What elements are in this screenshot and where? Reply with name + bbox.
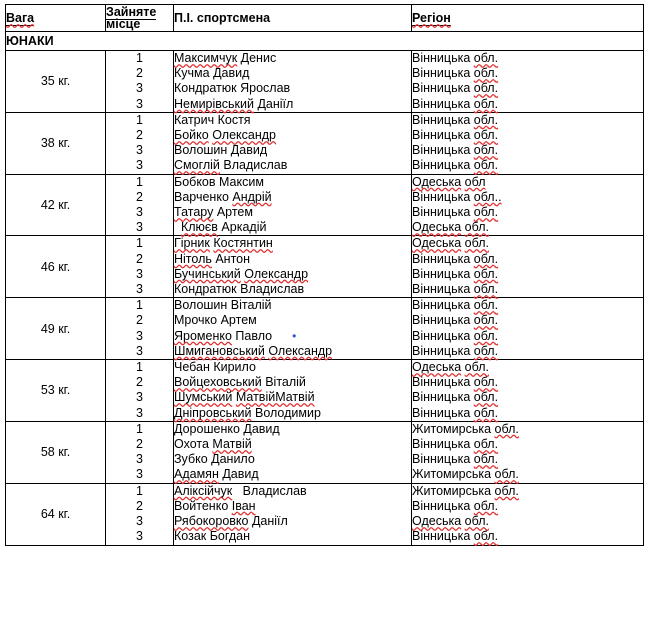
places-cell [106, 51, 174, 113]
place-value: 3 [136, 343, 143, 358]
places-cell [106, 112, 174, 174]
weight-class-label: 35 кг. [6, 51, 106, 113]
weight-class-row [6, 421, 644, 483]
athlete-name: Катрич Костя [174, 112, 251, 127]
place-value: 3 [136, 467, 143, 482]
region-value: Вінницька обл. [412, 375, 499, 390]
place-value: 1 [136, 112, 143, 127]
athlete-name: Немирівський Даніїл [174, 96, 294, 111]
place-value: 1 [136, 421, 143, 436]
names-cell [174, 360, 412, 422]
place-value: 1 [136, 360, 143, 375]
weight-class-label: 42 кг. [6, 174, 106, 236]
place-value: 3 [136, 390, 143, 405]
column-header-region [412, 5, 644, 32]
athlete-name: Козак Богдан [174, 529, 251, 544]
athlete-name: Мрочко Артем [174, 313, 257, 328]
place-value: 2 [136, 66, 143, 81]
names-cell [174, 421, 412, 483]
region-value: Вінницька обл. [412, 51, 499, 65]
region-value: Вінницька обл. [412, 266, 499, 281]
athlete-name: Шмигановський Олександр [174, 343, 333, 358]
place-value: 2 [136, 189, 143, 204]
names-cell [174, 112, 412, 174]
place-value: 3 [136, 452, 143, 467]
region-value: Вінницька обл. [412, 390, 499, 405]
regions-cell [412, 483, 644, 545]
region-value: Житомирська обл. [412, 467, 519, 482]
athlete-name: Бучинський Олександр [174, 266, 309, 281]
place-value: 3 [136, 220, 143, 235]
table-header-row [6, 5, 644, 32]
region-value: Вінницька обл. [412, 143, 499, 158]
region-value: Вінницька обл. [412, 498, 499, 513]
place-value: 3 [136, 514, 143, 529]
column-header-name [174, 5, 412, 32]
place-value: 3 [136, 266, 143, 281]
places-cell [106, 483, 174, 545]
places-cell [106, 298, 174, 360]
region-value: Вінницька обл. [412, 298, 499, 313]
place-value: 2 [136, 498, 143, 513]
athlete-name: Аліксійчук Владислав [174, 483, 307, 498]
table-header [6, 5, 644, 32]
region-value: Вінницька обл. [412, 251, 499, 266]
column-header-name-label: П.І. спортсмена [174, 11, 271, 25]
region-value: Вінницька обл. [412, 112, 499, 127]
place-value: 2 [136, 128, 143, 143]
region-value: Одеська обл. [412, 220, 489, 235]
place-value: 3 [136, 205, 143, 220]
names-cell [174, 51, 412, 113]
weight-class-label: 64 кг. [6, 483, 106, 545]
athlete-name: Бойко Олександр [174, 128, 276, 143]
region-value: Вінницька обл. [412, 452, 499, 467]
weight-class-row [6, 298, 644, 360]
region-value: Одеська обл. [412, 360, 489, 375]
athlete-name: Волошин Віталій [174, 298, 272, 313]
names-cell [174, 483, 412, 545]
athlete-name: Клюєв Аркадій [180, 220, 267, 235]
athlete-name: Адамян Давид [174, 467, 259, 482]
athlete-name: Варченко Андрій [174, 189, 272, 204]
region-value: Вінницька обл. [412, 96, 499, 111]
place-value: 1 [136, 174, 143, 189]
place-value: 1 [136, 298, 143, 313]
region-value: Вінницька обл. [412, 529, 499, 544]
column-header-place-label-line1: Зайняте [106, 5, 157, 19]
column-header-weight-label: Вага [6, 11, 35, 25]
regions-cell [412, 298, 644, 360]
names-cell [174, 174, 412, 236]
regions-cell [412, 360, 644, 422]
place-value: 2 [136, 375, 143, 390]
places-cell [106, 174, 174, 236]
region-value: Вінницька обл. [412, 282, 499, 297]
regions-cell [412, 236, 644, 298]
weight-class-row [6, 236, 644, 298]
athlete-name: Войтенко Іван [174, 498, 256, 513]
place-value: 2 [136, 251, 143, 266]
column-header-place-label-line2: місце [106, 17, 141, 31]
region-value: Вінницька обл. [412, 437, 499, 452]
athlete-name: Чебан Кирило [174, 360, 256, 375]
weight-class-row [6, 112, 644, 174]
region-value: Одеська обл. [412, 514, 489, 529]
column-header-region-label: Регіон [412, 11, 451, 25]
athlete-name: Дорошенко Давид [174, 421, 280, 436]
region-value: Одеська обл [412, 174, 486, 189]
weight-class-row [6, 483, 644, 545]
column-header-weight [6, 5, 106, 32]
athlete-name: Кондратюк Владислав [174, 282, 305, 297]
region-value: Вінницька обл. [412, 313, 499, 328]
regions-cell [412, 421, 644, 483]
athlete-name: Татару Артем [174, 205, 253, 220]
weight-class-row [6, 51, 644, 113]
place-value: 3 [136, 143, 143, 158]
region-value: Вінницька обл. [412, 343, 499, 358]
athlete-name: Кондратюк Ярослав [174, 81, 291, 96]
section-row-youth [6, 32, 644, 51]
comment-marker-icon: • [272, 328, 297, 343]
athlete-name: Бобков Максим [174, 174, 264, 189]
weight-class-label: 53 кг. [6, 360, 106, 422]
weight-class-row [6, 360, 644, 422]
region-value: Вінницька обл. [412, 158, 499, 173]
region-value: Житомирська обл. [412, 483, 519, 498]
region-value: Вінницька обл. [412, 328, 499, 343]
athlete-name: Максимчук Денис [174, 51, 277, 65]
table-body [6, 32, 644, 546]
regions-cell [412, 174, 644, 236]
region-value: Вінницька обл. [412, 405, 499, 420]
region-value: Вінницька обл. [412, 66, 499, 81]
column-header-place [106, 5, 174, 32]
region-value: Вінницька обл.. [412, 189, 502, 204]
athlete-name: Волошин Давид [174, 143, 268, 158]
places-cell [106, 360, 174, 422]
athlete-name: Зубко Данило [174, 452, 255, 467]
regions-cell [412, 112, 644, 174]
place-value: 3 [136, 405, 143, 420]
region-value: Одеська обл. [412, 236, 489, 251]
names-cell [174, 298, 412, 360]
place-value: 3 [136, 81, 143, 96]
weight-class-label: 38 кг. [6, 112, 106, 174]
athlete-name: Рябокоровко Даніїл [174, 514, 288, 529]
athlete-name: Яроменко Павло • [174, 328, 297, 343]
place-value: 3 [136, 529, 143, 544]
section-label: ЮНАКИ [6, 32, 644, 51]
athlete-name: Гірник Костянтин [174, 236, 273, 251]
athlete-name: Войцеховський Віталій [174, 375, 306, 390]
place-value: 2 [136, 437, 143, 452]
weight-class-label: 46 кг. [6, 236, 106, 298]
places-cell [106, 421, 174, 483]
place-value: 2 [136, 313, 143, 328]
weight-class-label: 49 кг. [6, 298, 106, 360]
athlete-name: Нітоль Антон [174, 251, 251, 266]
weight-class-label: 58 кг. [6, 421, 106, 483]
place-value: 3 [136, 96, 143, 111]
region-value: Вінницька обл. [412, 128, 499, 143]
place-value: 1 [136, 483, 143, 498]
athlete-name: Охота Матвій [174, 437, 252, 452]
weight-class-row [6, 174, 644, 236]
athlete-name: Шумський МатвійМатвій [174, 390, 315, 405]
region-value: Житомирська обл. [412, 421, 519, 436]
place-value: 3 [136, 158, 143, 173]
place-value: 1 [136, 51, 143, 65]
place-value: 1 [136, 236, 143, 251]
athlete-name: Кучма Давид [174, 66, 250, 81]
results-document [0, 4, 650, 635]
names-cell [174, 236, 412, 298]
region-value: Вінницька обл. [412, 205, 499, 220]
results-table [5, 4, 644, 546]
places-cell [106, 236, 174, 298]
region-value: Вінницька обл. [412, 81, 499, 96]
regions-cell [412, 51, 644, 113]
athlete-name: Смоглій Владислав [174, 158, 288, 173]
place-value: 3 [136, 282, 143, 297]
place-value: 3 [136, 328, 143, 343]
athlete-name: Дніпровський Володимир [174, 405, 321, 420]
